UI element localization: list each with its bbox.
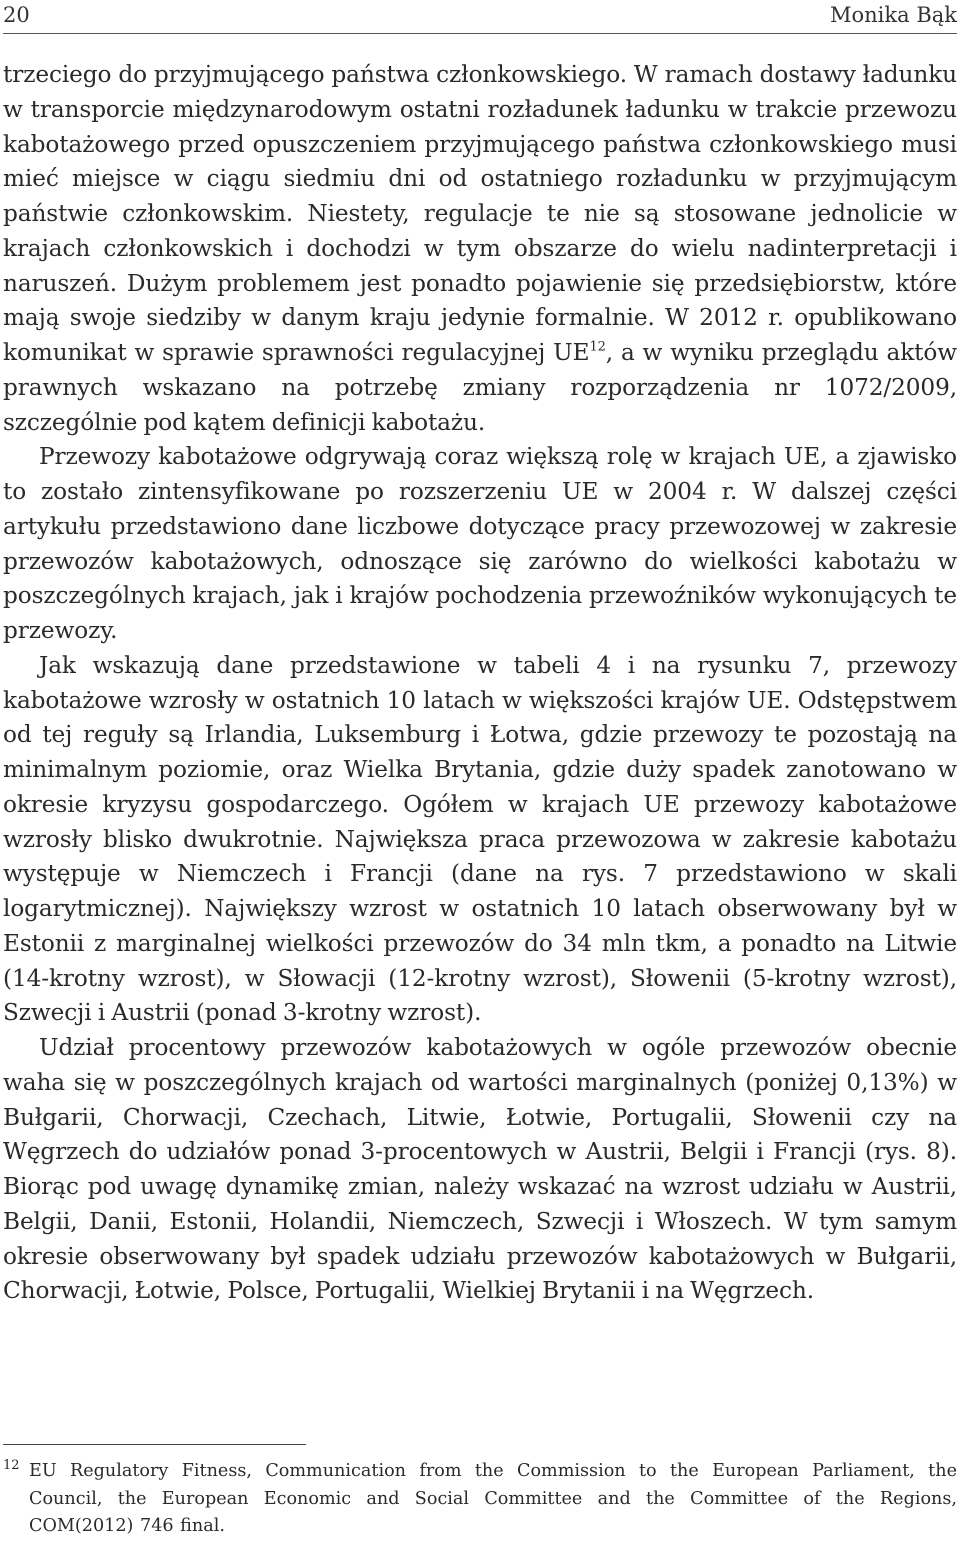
author-name: Monika Bąk xyxy=(830,3,957,27)
paragraph-3: Jak wskazują dane przedstawione w tabeli 4 i na rysunku 7, przewozy kabotażowe wzrosły w ostatnich 10 latach w większości krajów UE. Odstępstwem od tej reguły są Irlandia, Luksemburg i Łotwa, gdzie przewozy te pozostają na minimalnym poziomie, oraz Wielka Brytania, gdzie duży spadek zanotowano w okresie kryzysu gospodarczego. Ogółem w krajach UE przewozy kabotażowe wzrosły blisko dwukrotnie. Największa praca przewozowa w zakresie kabotażu występuje w Niemczech i Francji (dane na rys. 7 przedstawiono w skali logarytmicznej). Największy wzrost w ostatnich 10 latach obserwowany był w Estonii z marginalnej wielkości przewozów do 34 mln tkm, a ponadto na Litwie (14-krotny wzrost), w Słowacji (12-krotny wzrost), Słowenii (5-krotny wzrost), Szwecji i Austrii (ponad 3-krotny wzrost). xyxy=(3,651,957,1027)
footnote-rule xyxy=(3,1444,306,1445)
paragraph-1 xyxy=(3,58,957,440)
footnote-text: EU Regulatory Fitness, Communication from the Commission to the European Parliament, the Council, the European Economic and Social Committee and the Committee of the Regions, COM(2012) 746 final. xyxy=(29,1461,957,1536)
footnote-reference: 12 xyxy=(589,339,606,355)
paragraph-1-text-continued: , a w wyniku przeglądu aktów prawnych wskazano na potrzebę zmiany rozporządzenia nr 1072/2009, szczególnie pod kątem definicji kabotażu. xyxy=(3,339,957,436)
paragraph-1-text: trzeciego do przyjmującego państwa członkowskiego. W ramach dostawy ładunku w transporcie międzynarodowym ostatni rozładunek ładunku w trakcie przewozu kabotażowego przed opuszczeniem przyjmującego państwa członkowskiego musi mieć miejsce w ciągu siedmiu dni od ostatniego rozładunku w przyjmującym państwie członkowskim. Niestety, regulacje te nie są stosowane jednolicie w krajach członkowskich i dochodzi w tym obszarze do wielu nadinterpretacji i naruszeń. Dużym problemem jest ponadto pojawienie się przedsiębiorstw, które mają swoje siedziby w danym kraju jedynie formalnie. W 2012 r. opublikowano komunikat w sprawie sprawności regulacyjnej UE xyxy=(3,61,957,366)
body-text xyxy=(3,58,957,1309)
footnote-number: 12 xyxy=(3,1458,20,1473)
page-number: 20 xyxy=(3,3,30,27)
header-rule xyxy=(3,33,957,34)
paragraph-4: Udział procentowy przewozów kabotażowych w ogóle przewozów obecnie waha się w poszczególnych krajach od wartości marginalnych (poniżej 0,13%) w Bułgarii, Chorwacji, Czechach, Litwie, Łotwie, Portugalii, Słowenii czy na Węgrzech do udziałów ponad 3-procentowych w Austrii, Belgii i Francji (rys. 8). Biorąc pod uwagę dynamikę zmian, należy wskazać na wzrost udziału w Austrii, Belgii, Danii, Estonii, Holandii, Niemczech, Szwecji i Włoszech. W tym samym okresie obserwowany był spadek udziału przewozów kabotażowych w Bułgarii, Chorwacji, Łotwie, Polsce, Portugalii, Wielkiej Brytanii i na Węgrzech. xyxy=(3,1034,957,1305)
footnote xyxy=(3,1458,957,1541)
paragraph-2: Przewozy kabotażowe odgrywają coraz większą rolę w krajach UE, a zjawisko to zostało zintensyfikowane po rozszerzeniu UE w 2004 r. W dalszej części artykułu przedstawiono dane liczbowe dotyczące pracy przewozowej w zakresie przewozów kabotażowych, odnoszące się zarówno do wielkości kabotażu w poszczególnych krajach, jak i krajów pochodzenia przewoźników wykonujących te przewozy. xyxy=(3,443,957,644)
running-header xyxy=(3,2,957,28)
